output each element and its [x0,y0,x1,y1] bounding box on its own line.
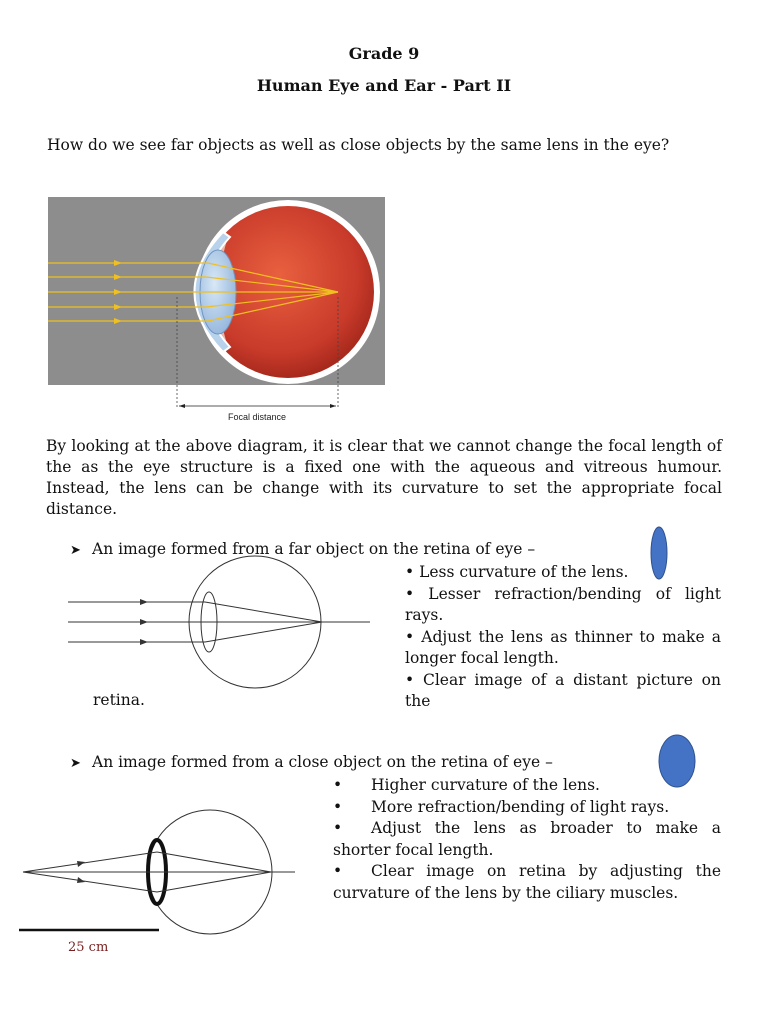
arrow-bullet-icon: ➤ [70,543,81,558]
page-title: Human Eye and Ear - Part II [256,76,512,95]
close-point-4: • Clear image on retina by adjusting the curvature of the lens by the ciliary muscles. [333,862,721,902]
close-point-1: • Higher curvature of the lens. [333,776,600,794]
eye-focal-distance-figure [48,197,385,425]
focal-distance-caption: Focal distance [227,412,287,422]
intro-question: How do we see far objects as well as close objects by the same lens in the eye? [47,136,670,154]
explanation-paragraph: By looking at the above diagram, it is clear that we cannot change the focal length of the as the eye structure is a fixed one with the aqueous and vitreous humour. Instead, the lens can be change with its curvature to set the appropriate focal distance. [46,437,722,518]
grade-heading: Grade 9 [348,44,420,63]
close-object-ray-diagram [15,800,315,940]
far-object-heading: ➤ An image formed from a far object on the retina of eye – [70,540,536,558]
far-object-ray-diagram [60,555,380,695]
close-object-heading: ➤ An image formed from a close object on the retina of eye – [70,753,553,771]
far-object-points [405,562,721,713]
far-point-continuation: retina. [93,691,145,709]
arrow-bullet-icon: ➤ [70,756,81,771]
far-point-4: • Clear image of a distant picture on the [405,670,721,710]
far-point-3: • Adjust the lens as thinner to make a longer focal length. [405,627,721,667]
far-point-2: • Lesser refraction/bending of light rays. [405,584,721,624]
close-point-3: • Adjust the lens as broader to make a shorter focal length. [333,819,721,859]
far-point-1: • Less curvature of the lens. [405,563,629,581]
distance-label: 25 cm [68,940,109,955]
close-object-points [333,775,721,904]
close-point-2: • More refraction/bending of light rays. [333,797,670,816]
